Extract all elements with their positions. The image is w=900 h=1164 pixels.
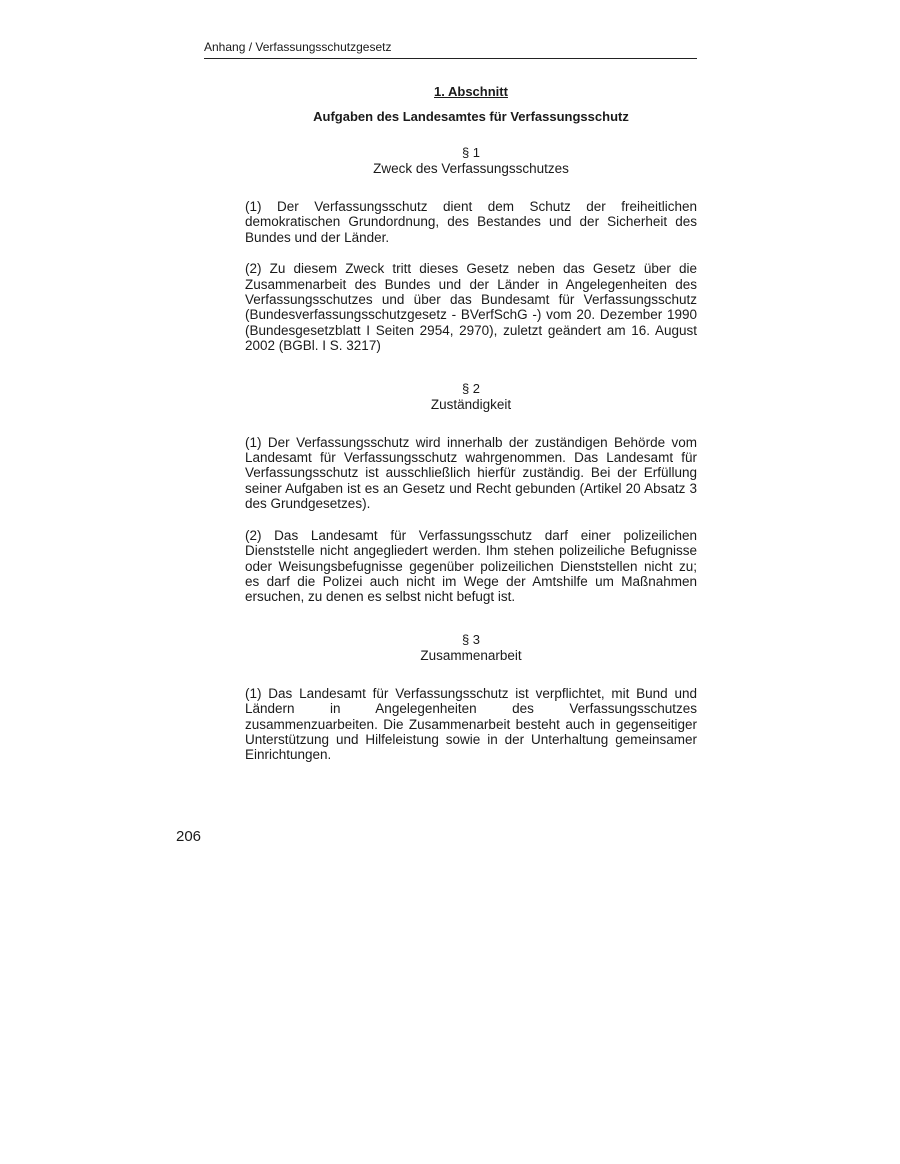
paragraph-title: Zuständigkeit: [430, 396, 512, 412]
paragraph-title: Zweck des Verfassungsschutzes: [373, 161, 569, 176]
clause: (1) Der Verfassungsschutz dient dem Schutz der freiheitlichen demokratischen Grundordnung, des Bestandes und der Sicherheit des Bundes und der Länder.: [245, 199, 697, 245]
paragraph-symbol: § 1: [461, 145, 481, 160]
clause: (1) Das Landesamt für Verfassungsschutz ist verpflichtet, mit Bund und Ländern in Angelegenheiten des Verfassungsschutzes zusammenzuarbeiten. Die Zusammenarbeit besteht auch in gegenseitiger Unterstützung und Hilfeleistung sowie in der Unterhaltung gemeinsamer Einrichtungen.: [245, 685, 697, 763]
section-subheading: Aufgaben des Landesamtes für Verfassungsschutz: [313, 109, 629, 124]
clause: (2) Zu diesem Zweck tritt dieses Gesetz neben das Gesetz über die Zusammenarbeit des Bundes und der Länder in Angelegenheiten des Verfassungsschutzes und über das Bundesamt für Verfassungsschutz (Bundesverfassungsschutzgesetz - BVerfSchG -) vom 20. Dezember 1990 (Bundesgesetzblatt I Seiten 2954, 2970), zuletzt geändert am 16. August 2002 (BGBl. I S. 3217): [245, 261, 697, 354]
paragraph-1: [245, 145, 697, 354]
running-header: Anhang / Verfassungsschutzgesetz: [204, 40, 697, 59]
paragraph-title: Zusammenarbeit: [420, 647, 522, 663]
paragraph-symbol: § 3: [461, 631, 481, 647]
paragraph-2: [245, 381, 697, 605]
section-heading: 1. Abschnitt: [434, 84, 508, 99]
clause: (2) Das Landesamt für Verfassungsschutz darf einer polizeilichen Dienststelle nicht angegliedert werden. Ihm stehen polizeiliche Befugnisse oder Weisungsbefugnisse gegenüber polizeilichen Dienststellen nicht zu; es darf die Polizei auch nicht im Wege der Amtshilfe um Maßnahmen ersuchen, zu denen es selbst nicht befugt ist.: [245, 527, 697, 605]
page-body: [245, 84, 697, 779]
clause: (1) Der Verfassungsschutz wird innerhalb der zuständigen Behörde vom Landesamt für Verfassungsschutz wahrgenommen. Das Landesamt für Verfassungsschutz ist ausschließlich hierfür zuständig. Bei der Erfüllung seiner Aufgaben ist es an Gesetz und Recht gebunden (Artikel 20 Absatz 3 des Grundgesetzes).: [245, 434, 697, 512]
paragraph-3: [245, 632, 697, 763]
page-number: 206: [176, 828, 202, 845]
paragraph-symbol: § 2: [461, 380, 481, 396]
